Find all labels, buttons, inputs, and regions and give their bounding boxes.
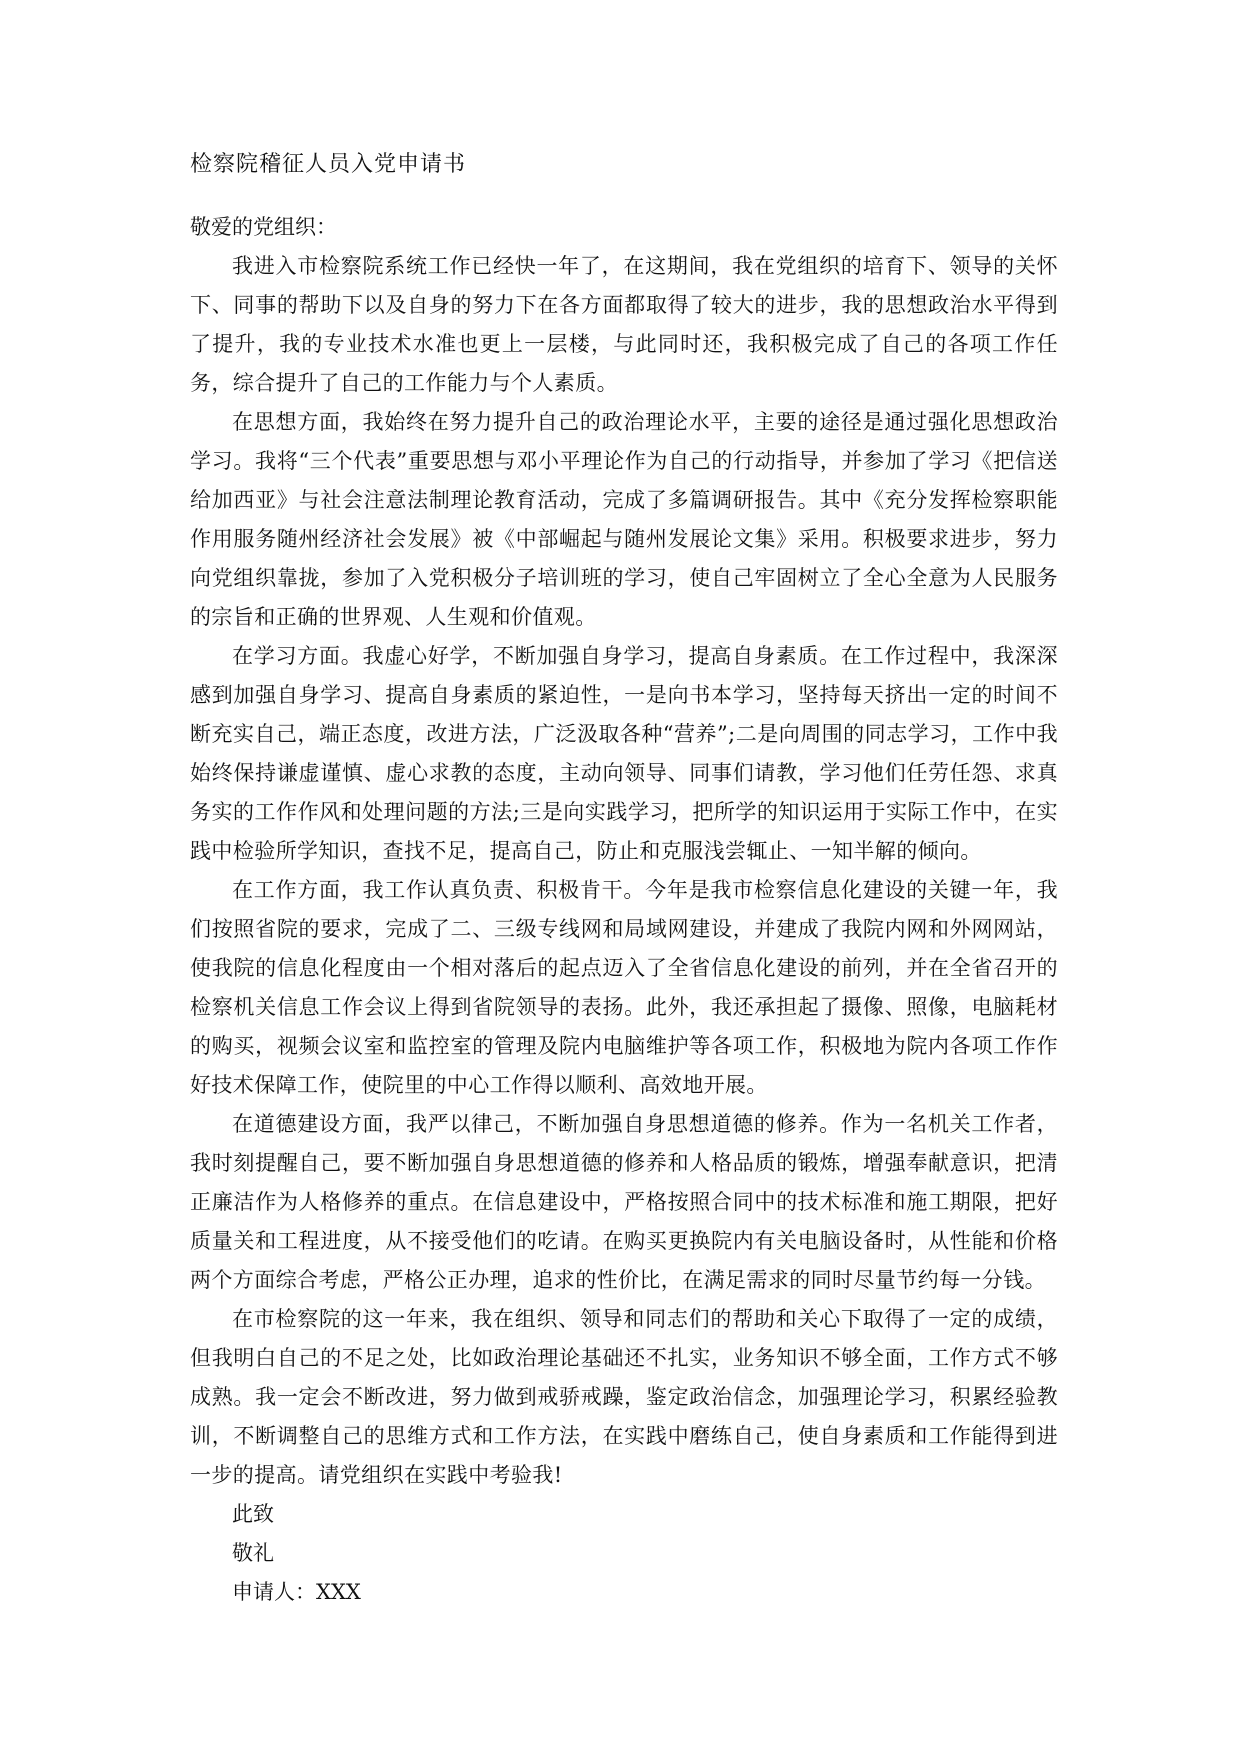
signature-line: 申请人：XXX: [232, 1580, 361, 1604]
paragraph-work: 在工作方面，我工作认真负责、积极肯干。今年是我市检察信息化建设的关键一年，我们按照省院的要求，完成了二、三级专线网和局域网建设，并建成了我院内网和外网网站，使我院的信息化程度由一个相对落后的起点迈入了全省信息化建设的前列，并在全省召开的检察机关信息工作会议上得到省院领导的表扬。此外，我还承担起了摄像、照像，电脑耗材的购买，视频会议室和监控室的管理及院内电脑维护等各项工作，积极地为院内各项工作作好技术保障工作，使院里的中心工作得以顺利、高效地开展。: [190, 878, 1058, 1097]
paragraph-intro: 我进入市检察院系统工作已经快一年了，在这期间，我在党组织的培育下、领导的关怀下、同事的帮助下以及自身的努力下在各方面都取得了较大的进步，我的思想政治水平得到了提升，我的专业技术水准也更上一层楼，与此同时还，我积极完成了自己的各项工作任务，综合提升了自己的工作能力与个人素质。: [190, 254, 1058, 395]
paragraph-conclusion: 在市检察院的这一年来，我在组织、领导和同志们的帮助和关心下取得了一定的成绩，但我明白自己的不足之处，比如政治理论基础还不扎实，业务知识不够全面，工作方式不够成熟。我一定会不断改进，努力做到戒骄戒躁，鉴定政治信念，加强理论学习，积累经验教训，不断调整自己的思维方式和工作方法，在实践中磨练自己，使自身素质和工作能得到进一步的提高。请党组织在实践中考验我!: [190, 1307, 1058, 1487]
salutation: 敬爱的党组织：: [190, 215, 337, 239]
document-title: 检察院稽征人员入党申请书: [190, 152, 467, 177]
closing-line-cizhi: 此致: [232, 1502, 274, 1526]
paragraph-ethics: 在道德建设方面，我严以律己，不断加强自身思想道德的修养。作为一名机关工作者，我时刻提醒自己，要不断加强自身思想道德的修养和人格品质的锻炼，增强奉献意识，把清正廉洁作为人格修养的重点。在信息建设中，严格按照合同中的技术标准和施工期限，把好质量关和工程进度，从不接受他们的吃请。在购买更换院内有关电脑设备时，从性能和价格两个方面综合考虑，严格公正办理，追求的性价比，在满足需求的同时尽量节约每一分钱。: [190, 1112, 1058, 1292]
paragraph-ideology: 在思想方面，我始终在努力提升自己的政治理论水平，主要的途径是通过强化思想政治学习。我将“三个代表”重要思想与邓小平理论作为自己的行动指导，并参加了学习《把信送给加西亚》与社会注意法制理论教育活动，完成了多篇调研报告。其中《充分发挥检察职能作用服务随州经济社会发展》被《中部崛起与随州发展论文集》采用。积极要求进步，努力向党组织靠拢，参加了入党积极分子培训班的学习，使自己牢固树立了全心全意为人民服务的宗旨和正确的世界观、人生观和价值观。: [190, 410, 1058, 629]
document-page: [190, 150, 1058, 1612]
paragraph-study: 在学习方面。我虚心好学，不断加强自身学习，提高自身素质。在工作过程中，我深深感到加强自身学习、提高自身素质的紧迫性，一是向书本学习，坚持每天挤出一定的时间不断充实自己，端正态度，改进方法，广泛汲取各种“营养”;二是向周围的同志学习，工作中我始终保持谦虚谨慎、虚心求教的态度，主动向领导、同事们请教，学习他们任劳任怨、求真务实的工作作风和处理问题的方法;三是向实践学习，把所学的知识运用于实际工作中，在实践中检验所学知识，查找不足，提高自己，防止和克服浅尝辄止、一知半解的倾向。: [190, 644, 1058, 863]
closing-line-jingli: 敬礼: [232, 1541, 274, 1565]
